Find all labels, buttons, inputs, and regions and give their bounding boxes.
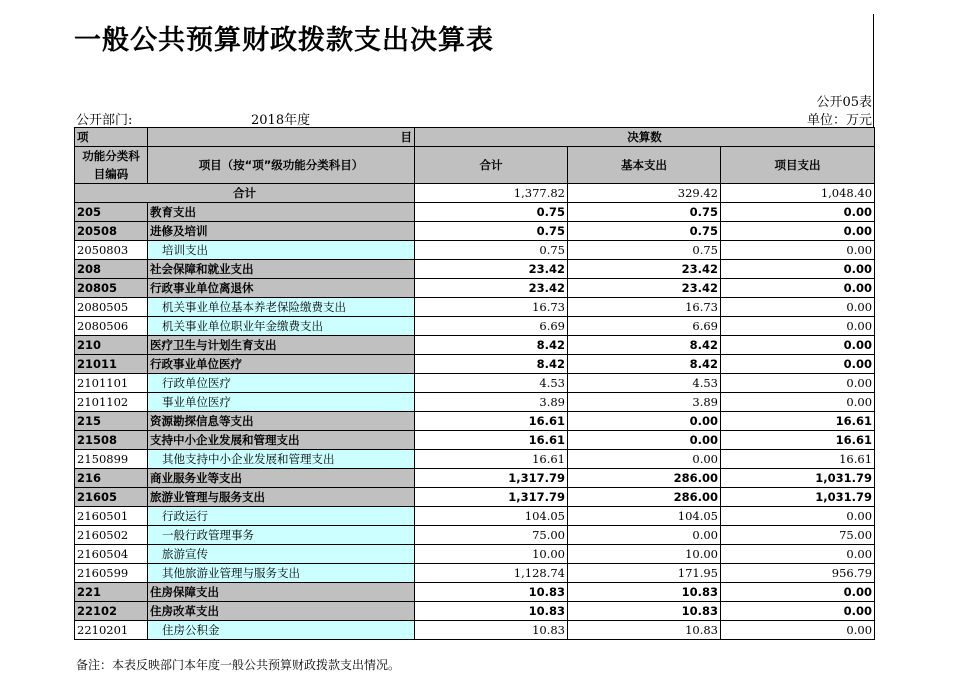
row-total: 1,317.79 [415, 469, 568, 488]
row-project: 0.00 [721, 298, 875, 317]
row-total: 16.61 [415, 450, 568, 469]
row-basic: 104.05 [568, 507, 721, 526]
row-code: 2150899 [75, 450, 148, 469]
row-name: 行政事业单位离退休 [148, 279, 415, 298]
row-code: 208 [75, 260, 148, 279]
table-row [75, 431, 875, 450]
row-basic: 3.89 [568, 393, 721, 412]
row-basic: 8.42 [568, 336, 721, 355]
row-basic: 0.00 [568, 526, 721, 545]
row-name: 一般行政管理事务 [148, 526, 415, 545]
table-row [75, 241, 875, 260]
row-basic: 6.69 [568, 317, 721, 336]
header-mu: 目 [148, 128, 415, 147]
row-code: 2101101 [75, 374, 148, 393]
table-row [75, 450, 875, 469]
row-basic: 4.53 [568, 374, 721, 393]
row-basic: 16.73 [568, 298, 721, 317]
row-project: 0.00 [721, 393, 875, 412]
row-name: 资源勘探信息等支出 [148, 412, 415, 431]
total-project: 1,048.40 [721, 184, 875, 203]
row-basic: 0.75 [568, 222, 721, 241]
expenditure-table [74, 127, 875, 640]
table-row [75, 564, 875, 583]
unit-label: 单位：万元 [806, 113, 872, 128]
table-row [75, 545, 875, 564]
row-name: 机关事业单位职业年金缴费支出 [148, 317, 415, 336]
header-basic-col: 基本支出 [568, 147, 721, 184]
row-basic: 8.42 [568, 355, 721, 374]
total-row [75, 184, 875, 203]
row-project: 16.61 [721, 450, 875, 469]
row-code: 205 [75, 203, 148, 222]
row-name: 其他支持中小企业发展和管理支出 [148, 450, 415, 469]
row-total: 6.69 [415, 317, 568, 336]
row-project: 0.00 [721, 602, 875, 621]
row-code: 215 [75, 412, 148, 431]
row-project: 0.00 [721, 583, 875, 602]
row-total: 75.00 [415, 526, 568, 545]
row-name: 行政事业单位医疗 [148, 355, 415, 374]
row-code: 20805 [75, 279, 148, 298]
total-sum: 1,377.82 [415, 184, 568, 203]
row-name: 行政运行 [148, 507, 415, 526]
table-row [75, 336, 875, 355]
table-row [75, 469, 875, 488]
footnote: 备注：本表反映部门本年度一般公共预算财政拨款支出情况。 [76, 658, 401, 672]
row-name: 住房公积金 [148, 621, 415, 640]
row-basic: 0.75 [568, 203, 721, 222]
page-title: 一般公共预算财政拨款支出决算表 [74, 25, 494, 56]
row-name: 进修及培训 [148, 222, 415, 241]
row-basic: 10.83 [568, 602, 721, 621]
row-total: 8.42 [415, 336, 568, 355]
row-total: 10.83 [415, 621, 568, 640]
fiscal-year: 2018年度 [251, 113, 311, 128]
row-project: 0.00 [721, 317, 875, 336]
header-project-col: 项目支出 [721, 147, 875, 184]
row-code: 2160502 [75, 526, 148, 545]
row-basic: 23.42 [568, 260, 721, 279]
row-project: 0.00 [721, 222, 875, 241]
row-project: 0.00 [721, 374, 875, 393]
row-project: 0.00 [721, 621, 875, 640]
row-name: 机关事业单位基本养老保险缴费支出 [148, 298, 415, 317]
row-basic: 286.00 [568, 469, 721, 488]
row-code: 216 [75, 469, 148, 488]
table-row [75, 507, 875, 526]
total-basic: 329.42 [568, 184, 721, 203]
row-name: 支持中小企业发展和管理支出 [148, 431, 415, 450]
row-name: 住房改革支出 [148, 602, 415, 621]
table-row [75, 602, 875, 621]
row-project: 0.00 [721, 507, 875, 526]
row-total: 8.42 [415, 355, 568, 374]
row-project: 0.00 [721, 545, 875, 564]
row-basic: 0.00 [568, 431, 721, 450]
row-project: 1,031.79 [721, 469, 875, 488]
row-name: 行政单位医疗 [148, 374, 415, 393]
row-total: 16.61 [415, 412, 568, 431]
row-total: 10.83 [415, 602, 568, 621]
row-basic: 10.83 [568, 621, 721, 640]
department-label: 公开部门: [76, 113, 133, 128]
row-code: 21508 [75, 431, 148, 450]
row-basic: 10.83 [568, 583, 721, 602]
table-row [75, 374, 875, 393]
row-total: 16.61 [415, 431, 568, 450]
row-code: 21011 [75, 355, 148, 374]
row-project: 0.00 [721, 336, 875, 355]
row-total: 1,128.74 [415, 564, 568, 583]
row-basic: 286.00 [568, 488, 721, 507]
row-name: 住房保障支出 [148, 583, 415, 602]
row-project: 75.00 [721, 526, 875, 545]
table-row [75, 260, 875, 279]
row-project: 0.00 [721, 279, 875, 298]
table-row [75, 279, 875, 298]
table-row [75, 583, 875, 602]
row-basic: 0.00 [568, 450, 721, 469]
row-total: 104.05 [415, 507, 568, 526]
row-name: 旅游宣传 [148, 545, 415, 564]
table-row [75, 222, 875, 241]
row-project: 0.00 [721, 355, 875, 374]
header-total-col: 合计 [415, 147, 568, 184]
row-total: 1,317.79 [415, 488, 568, 507]
row-code: 21605 [75, 488, 148, 507]
row-project: 0.00 [721, 260, 875, 279]
header-row-2 [75, 147, 875, 184]
table-row [75, 393, 875, 412]
row-code: 20508 [75, 222, 148, 241]
row-name: 旅游业管理与服务支出 [148, 488, 415, 507]
header-name-col: 项目（按“项”级功能分类科目） [148, 147, 415, 184]
row-total: 16.73 [415, 298, 568, 317]
row-total: 10.00 [415, 545, 568, 564]
row-basic: 0.00 [568, 412, 721, 431]
row-code: 2160599 [75, 564, 148, 583]
row-total: 0.75 [415, 222, 568, 241]
row-code: 2160501 [75, 507, 148, 526]
table-row [75, 298, 875, 317]
header-row-1 [75, 128, 875, 147]
row-name: 商业服务业等支出 [148, 469, 415, 488]
row-project: 16.61 [721, 412, 875, 431]
header-xiang: 项 [75, 128, 148, 147]
row-code: 2210201 [75, 621, 148, 640]
row-total: 23.42 [415, 279, 568, 298]
row-project: 956.79 [721, 564, 875, 583]
row-name: 事业单位医疗 [148, 393, 415, 412]
row-code: 2050803 [75, 241, 148, 260]
row-total: 4.53 [415, 374, 568, 393]
row-project: 1,031.79 [721, 488, 875, 507]
table-row [75, 526, 875, 545]
row-code: 2101102 [75, 393, 148, 412]
row-total: 10.83 [415, 583, 568, 602]
row-code: 210 [75, 336, 148, 355]
row-code: 221 [75, 583, 148, 602]
row-name: 教育支出 [148, 203, 415, 222]
form-number: 公开05表 [816, 95, 872, 110]
row-project: 16.61 [721, 431, 875, 450]
row-code: 2160504 [75, 545, 148, 564]
header-juesuan: 决算数 [415, 128, 875, 147]
page-edge-line [873, 14, 874, 134]
row-code: 2080506 [75, 317, 148, 336]
row-basic: 23.42 [568, 279, 721, 298]
row-code: 22102 [75, 602, 148, 621]
row-basic: 0.75 [568, 241, 721, 260]
row-code: 2080505 [75, 298, 148, 317]
total-label: 合计 [75, 184, 415, 203]
row-project: 0.00 [721, 241, 875, 260]
row-basic: 10.00 [568, 545, 721, 564]
row-total: 0.75 [415, 203, 568, 222]
table-row [75, 355, 875, 374]
table-row [75, 412, 875, 431]
row-name: 社会保障和就业支出 [148, 260, 415, 279]
row-name: 医疗卫生与计划生育支出 [148, 336, 415, 355]
header-code-col: 功能分类科目编码 [75, 147, 148, 184]
table-row [75, 203, 875, 222]
table-row [75, 488, 875, 507]
row-name: 培训支出 [148, 241, 415, 260]
row-total: 0.75 [415, 241, 568, 260]
row-basic: 171.95 [568, 564, 721, 583]
row-project: 0.00 [721, 203, 875, 222]
table-row [75, 621, 875, 640]
table-row [75, 317, 875, 336]
row-total: 23.42 [415, 260, 568, 279]
row-name: 其他旅游业管理与服务支出 [148, 564, 415, 583]
row-total: 3.89 [415, 393, 568, 412]
